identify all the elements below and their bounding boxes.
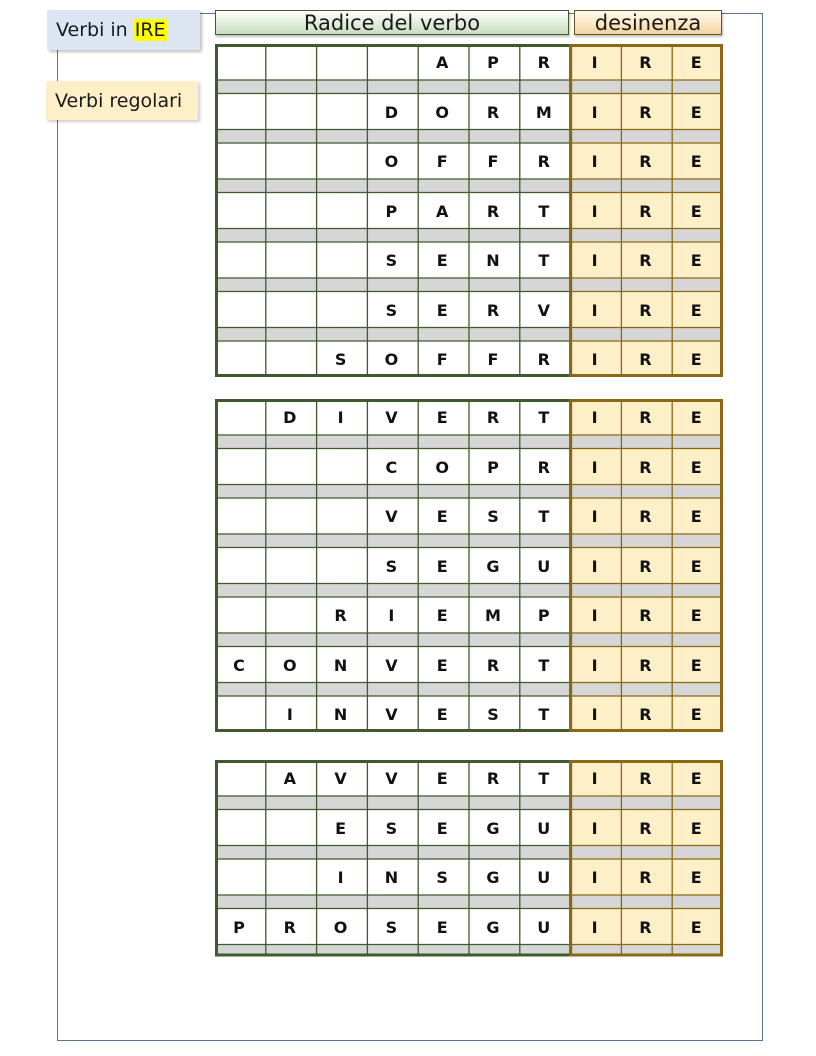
root-letter-cell: M (535, 102, 552, 122)
ending-letter-cell: R (639, 507, 652, 526)
root-letter-cell: T (538, 201, 550, 221)
ending-letter-cell: R (639, 655, 652, 675)
ending-letter-cell: R (639, 300, 652, 320)
root-letter-cell: G (486, 868, 500, 887)
ending-header: desinenza (574, 10, 722, 35)
ending-letter-cell: E (690, 769, 702, 788)
verbi-in-ire-label (47, 10, 200, 50)
ending-letter-cell: E (690, 868, 702, 887)
root-letter-cell: S (385, 251, 398, 270)
root-letter-cell: F (436, 350, 448, 369)
root-letter-cell: S (385, 300, 398, 320)
root-letter-cell: T (538, 251, 550, 270)
ending-letter-cell: R (639, 102, 652, 122)
ending-letter-cell: E (690, 53, 702, 72)
root-header: Radice del verbo (215, 10, 569, 35)
root-letter-cell: V (334, 769, 347, 788)
verbi-in-ire-prefix: Verbi in (56, 19, 128, 41)
root-letter-cell: R (486, 300, 500, 320)
root-letter-cell: R (537, 457, 550, 477)
root-letter-cell: R (486, 408, 500, 427)
root-letter-cell: E (436, 769, 448, 788)
ending-letter-cell: E (690, 457, 702, 477)
root-letter-cell: S (487, 705, 499, 724)
ending-letter-cell: E (690, 251, 702, 270)
ending-letter-cell: I (591, 818, 598, 838)
ending-letter-cell: I (591, 705, 598, 724)
root-letter-cell: F (436, 152, 448, 171)
root-letter-cell: N (333, 655, 348, 675)
ending-letter-cell: R (639, 818, 652, 838)
ending-letter-cell: I (591, 300, 598, 320)
ending-letter-cell: R (639, 251, 652, 270)
root-letter-cell: T (538, 705, 550, 724)
ending-letter-cell: I (591, 408, 598, 427)
ending-letter-cell: R (639, 152, 652, 171)
ending-letter-cell: R (639, 201, 652, 221)
root-letter-cell: U (537, 818, 551, 838)
ending-letter-cell: R (639, 53, 652, 72)
ending-letter-cell: R (639, 606, 652, 625)
ending-letter-cell: E (690, 201, 702, 221)
root-letter-cell: U (537, 917, 551, 937)
root-letter-cell: N (384, 868, 399, 887)
root-letter-cell: P (537, 606, 550, 625)
root-letter-cell: R (486, 655, 500, 675)
ending-letter-cell: E (690, 152, 702, 171)
root-letter-cell: E (335, 818, 347, 838)
ending-letter-cell: R (639, 868, 652, 887)
ending-letter-cell: E (690, 556, 702, 576)
root-letter-cell: S (334, 350, 347, 369)
root-letter-cell: V (385, 769, 398, 788)
root-letter-cell: V (385, 507, 398, 526)
ending-letter-cell: R (639, 457, 652, 477)
root-letter-cell: V (537, 300, 550, 320)
verb-group (214, 760, 724, 957)
root-letter-cell: T (538, 769, 550, 788)
root-letter-cell: T (538, 408, 550, 427)
root-letter-cell: A (283, 769, 296, 788)
ending-letter-cell: E (690, 102, 702, 122)
verb-group (214, 44, 724, 377)
root-letter-cell: E (436, 300, 448, 320)
ending-letter-cell: R (639, 556, 652, 576)
root-letter-cell: O (282, 655, 297, 675)
ending-letter-cell: E (690, 606, 702, 625)
root-letter-cell: R (537, 350, 550, 369)
ending-letter-cell: I (591, 507, 598, 526)
ending-letter-cell: I (591, 769, 598, 788)
root-letter-cell: F (487, 152, 499, 171)
root-letter-cell: R (486, 102, 500, 122)
root-letter-cell: R (537, 53, 550, 72)
root-letter-cell: V (385, 705, 398, 724)
ire-highlight: IRE (134, 19, 166, 41)
ending-letter-cell: E (690, 300, 702, 320)
root-letter-cell: E (436, 655, 448, 675)
root-letter-cell: I (337, 408, 344, 427)
ending-letter-cell: E (690, 350, 702, 369)
ending-letter-cell: I (591, 201, 598, 221)
ending-letter-cell: I (591, 251, 598, 270)
root-letter-cell: I (286, 705, 293, 724)
root-letter-cell: R (334, 606, 347, 625)
ending-letter-cell: I (591, 350, 598, 369)
root-letter-cell: A (435, 53, 449, 72)
root-letter-cell: N (333, 705, 348, 724)
root-letter-cell: V (385, 655, 398, 675)
ending-letter-cell: R (639, 769, 652, 788)
verbi-regolari-label: Verbi regolari (46, 81, 198, 120)
ending-letter-cell: E (690, 507, 702, 526)
root-letter-cell: O (384, 152, 399, 171)
ending-letter-cell: I (591, 917, 598, 937)
root-letter-cell: E (436, 917, 448, 937)
root-letter-cell: V (385, 408, 398, 427)
root-letter-cell: E (436, 251, 448, 270)
root-letter-cell: E (436, 556, 448, 576)
ending-letter-cell: I (591, 868, 598, 887)
root-letter-cell: R (537, 152, 550, 171)
root-letter-cell: R (486, 769, 500, 788)
root-letter-cell: D (283, 408, 297, 427)
root-letter-cell: R (486, 201, 500, 221)
root-letter-cell: U (537, 556, 551, 576)
root-letter-cell: E (436, 408, 448, 427)
root-letter-cell: C (385, 457, 398, 477)
root-letter-cell: S (385, 818, 398, 838)
root-letter-cell: G (486, 818, 500, 838)
ending-letter-cell: E (690, 655, 702, 675)
root-letter-cell: S (436, 868, 448, 887)
root-letter-cell: T (538, 655, 550, 675)
ending-letter-cell: E (690, 818, 702, 838)
root-letter-cell: E (436, 818, 448, 838)
root-letter-cell: I (388, 606, 395, 625)
ending-letter-cell: I (591, 152, 598, 171)
ending-letter-cell: R (639, 917, 652, 937)
root-letter-cell: O (333, 917, 348, 937)
root-letter-cell: U (537, 868, 551, 887)
ending-letter-cell: I (591, 102, 598, 122)
root-letter-cell: P (385, 201, 398, 221)
ending-letter-cell: E (690, 917, 702, 937)
ending-letter-cell: I (591, 53, 598, 72)
root-letter-cell: I (337, 868, 344, 887)
root-letter-cell: N (486, 251, 500, 270)
root-letter-cell: S (385, 917, 398, 937)
root-letter-cell: D (384, 102, 399, 122)
root-letter-cell: P (233, 917, 245, 937)
root-letter-cell: E (436, 705, 448, 724)
root-letter-cell: O (435, 102, 449, 122)
root-letter-cell: E (436, 507, 448, 526)
ending-letter-cell: E (690, 408, 702, 427)
root-letter-cell: E (436, 606, 448, 625)
ending-letter-cell: R (639, 408, 652, 427)
root-letter-cell: R (283, 917, 296, 937)
ending-letter-cell: R (639, 705, 652, 724)
root-letter-cell: G (486, 556, 500, 576)
ending-letter-cell: I (591, 457, 598, 477)
ending-letter-cell: I (591, 655, 598, 675)
root-letter-cell: O (384, 350, 399, 369)
root-letter-cell: M (485, 606, 501, 625)
verb-group (214, 399, 724, 732)
root-letter-cell: S (487, 507, 499, 526)
root-letter-cell: S (385, 556, 398, 576)
root-letter-cell: T (538, 507, 550, 526)
root-letter-cell: C (233, 655, 245, 675)
ending-letter-cell: R (639, 350, 652, 369)
root-letter-cell: F (487, 350, 499, 369)
root-letter-cell: P (487, 457, 499, 477)
root-letter-cell: A (435, 201, 449, 221)
ending-letter-cell: I (591, 556, 598, 576)
ending-letter-cell: E (690, 705, 702, 724)
root-letter-cell: O (435, 457, 449, 477)
root-letter-cell: G (486, 917, 500, 937)
ending-letter-cell: I (591, 606, 598, 625)
root-letter-cell: P (487, 53, 499, 72)
